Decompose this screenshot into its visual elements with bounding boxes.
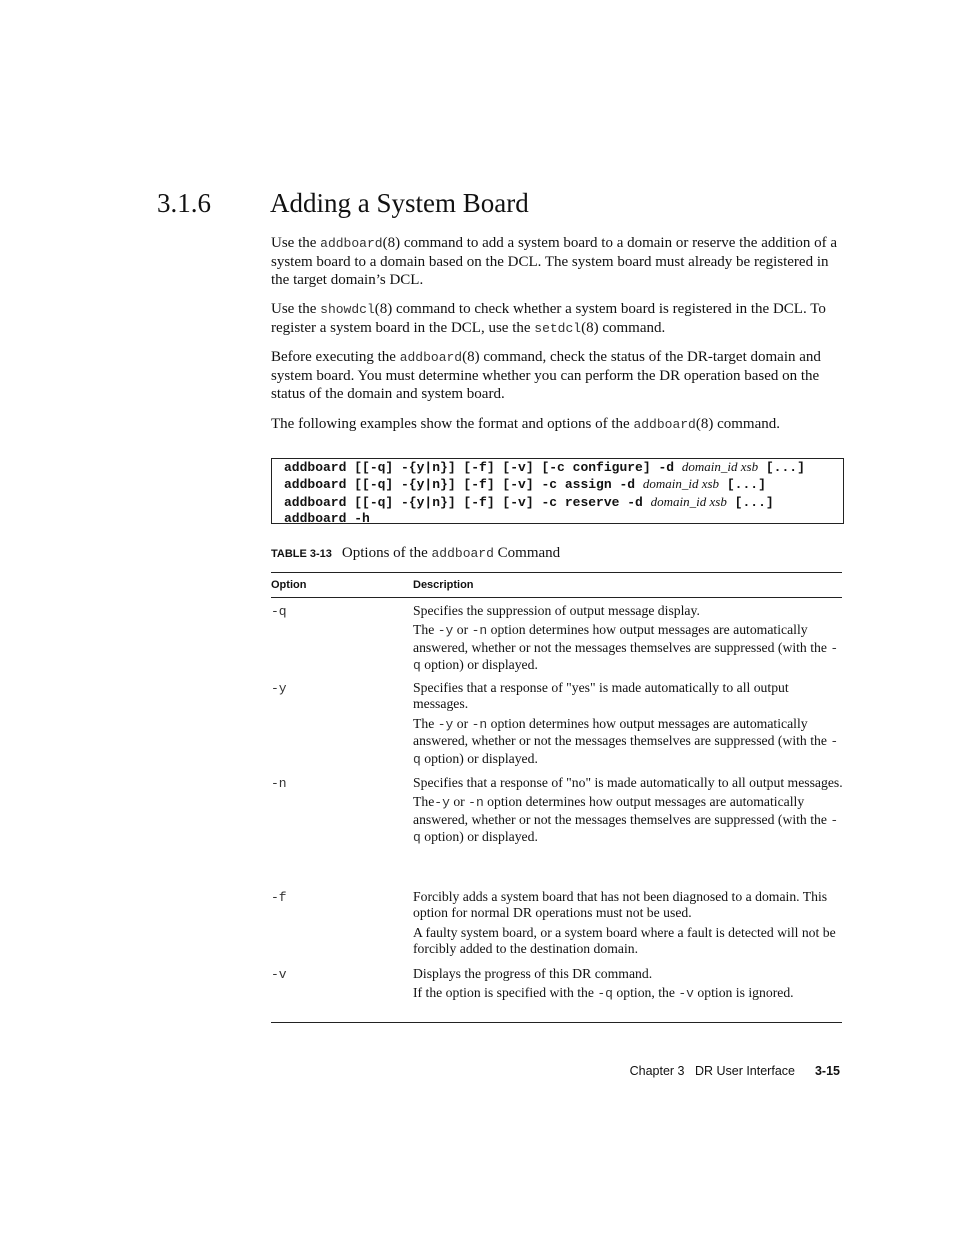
- code-argument: domain_id xsb: [642, 476, 720, 492]
- option-v: -v: [271, 967, 287, 982]
- text: Use the: [271, 301, 321, 317]
- description-text: The -y or -n option determines how output messages are automatically answered, whether or not the messages themselves are suppressed (with the -q option) or displayed.: [413, 622, 839, 674]
- option-y: -y: [271, 681, 287, 696]
- code-argument: domain_id xsb: [681, 459, 759, 474]
- option-n: -n: [271, 776, 287, 791]
- text: Command: [493, 545, 561, 561]
- text: Before executing the: [271, 349, 400, 365]
- code-text: addboard [[-q] -{y|n}] [-f] [-v] -c reserve -d: [284, 494, 651, 510]
- table-label: TABLE 3-13: [271, 548, 332, 560]
- description-text: The-y or -n option determines how output messages are automatically answered, whether or not the messages themselves are suppressed (with the -q option) or displayed.: [413, 794, 839, 846]
- description-text: Specifies that a response of "yes" is made automatically to all output messages.: [413, 680, 789, 712]
- text: (8) command to check whether a system board is registered in the DCL. To register a system board in the DCL, use the: [271, 301, 826, 336]
- table-header-rule: [271, 597, 842, 598]
- command-name: showdcl: [320, 302, 375, 317]
- text: (8) command to add a system board to a domain or reserve the addition of a system board to a domain based on the DCL. The system board must already be registered in the target domain’s DCL.: [271, 235, 838, 288]
- text: (8) command, check the status of the DR-target domain and system board. You must determine whether you can perform the DR operation based on the status of the domain and system board.: [271, 349, 821, 402]
- text: (8) command.: [695, 416, 780, 432]
- page-footer: [630, 1064, 840, 1078]
- code-text: addboard [[-q] -{y|n}] [-f] [-v] [-c configure] -d: [284, 460, 682, 475]
- paragraph-1: [271, 234, 843, 289]
- option-f: -f: [271, 890, 287, 905]
- command-name: addboard: [431, 546, 494, 561]
- description-text: The -y or -n option determines how output messages are automatically answered, whether or not the messages themselves are suppressed (with the -q option) or displayed.: [413, 715, 839, 767]
- code-line-3: [284, 494, 843, 511]
- code-line-1: [284, 459, 843, 476]
- page-number: 3-15: [814, 1064, 840, 1078]
- code-line-4: [284, 511, 843, 527]
- table-row: [413, 966, 843, 1006]
- code-text: addboard [[-q] -{y|n}] [-f] [-v] -c assign -d: [284, 477, 643, 493]
- paragraph-3: [271, 348, 843, 403]
- code-line-2: [284, 476, 843, 493]
- column-header-description: Description: [413, 579, 474, 591]
- description-text: Forcibly adds a system board that has not been diagnosed to a domain. This option for normal DR operations must not be used.: [413, 889, 828, 921]
- description-text: Displays the progress of this DR command.: [413, 966, 653, 981]
- command-name: addboard: [633, 417, 696, 432]
- text: Use the: [271, 235, 321, 251]
- footer-section: DR User Interface: [694, 1064, 795, 1078]
- code-text: [...]: [719, 477, 766, 493]
- table-row: [413, 680, 843, 771]
- table-row: [413, 775, 843, 850]
- table-row: [413, 603, 843, 678]
- paragraph-4: [271, 415, 843, 434]
- text: Options of the: [341, 545, 432, 561]
- text: (8) command.: [581, 320, 666, 336]
- command-name: addboard: [399, 350, 463, 365]
- table-caption: [271, 545, 560, 562]
- table-top-rule: [271, 572, 842, 573]
- footer-chapter: Chapter 3: [629, 1064, 685, 1078]
- code-text: addboard -h: [284, 511, 370, 527]
- text: The following examples show the format and options of the: [271, 416, 634, 432]
- description-text: Specifies that a response of "no" is made automatically to all output messages.: [413, 775, 843, 790]
- section-title: Adding a System Board: [270, 188, 529, 218]
- command-name: setdcl: [534, 321, 582, 336]
- description-text: Specifies the suppression of output message display.: [413, 603, 700, 618]
- paragraph-2: [271, 300, 843, 338]
- code-argument: domain_id xsb: [650, 493, 727, 509]
- section-number: 3.1.6: [157, 188, 211, 218]
- section-heading: [157, 188, 529, 219]
- table-row: [413, 889, 843, 961]
- code-text: [...]: [726, 494, 774, 510]
- code-block: [271, 458, 844, 527]
- column-header-option: Option: [271, 579, 307, 591]
- command-name: addboard: [320, 236, 383, 251]
- option-q: -q: [271, 604, 287, 619]
- description-text: If the option is specified with the -q option, the -v option is ignored.: [413, 985, 794, 1002]
- code-text: [...]: [758, 460, 805, 475]
- description-text: A faulty system board, or a system board where a fault is detected will not be forcibly added to the destination domain.: [413, 924, 836, 957]
- table-bottom-rule: [271, 1022, 842, 1023]
